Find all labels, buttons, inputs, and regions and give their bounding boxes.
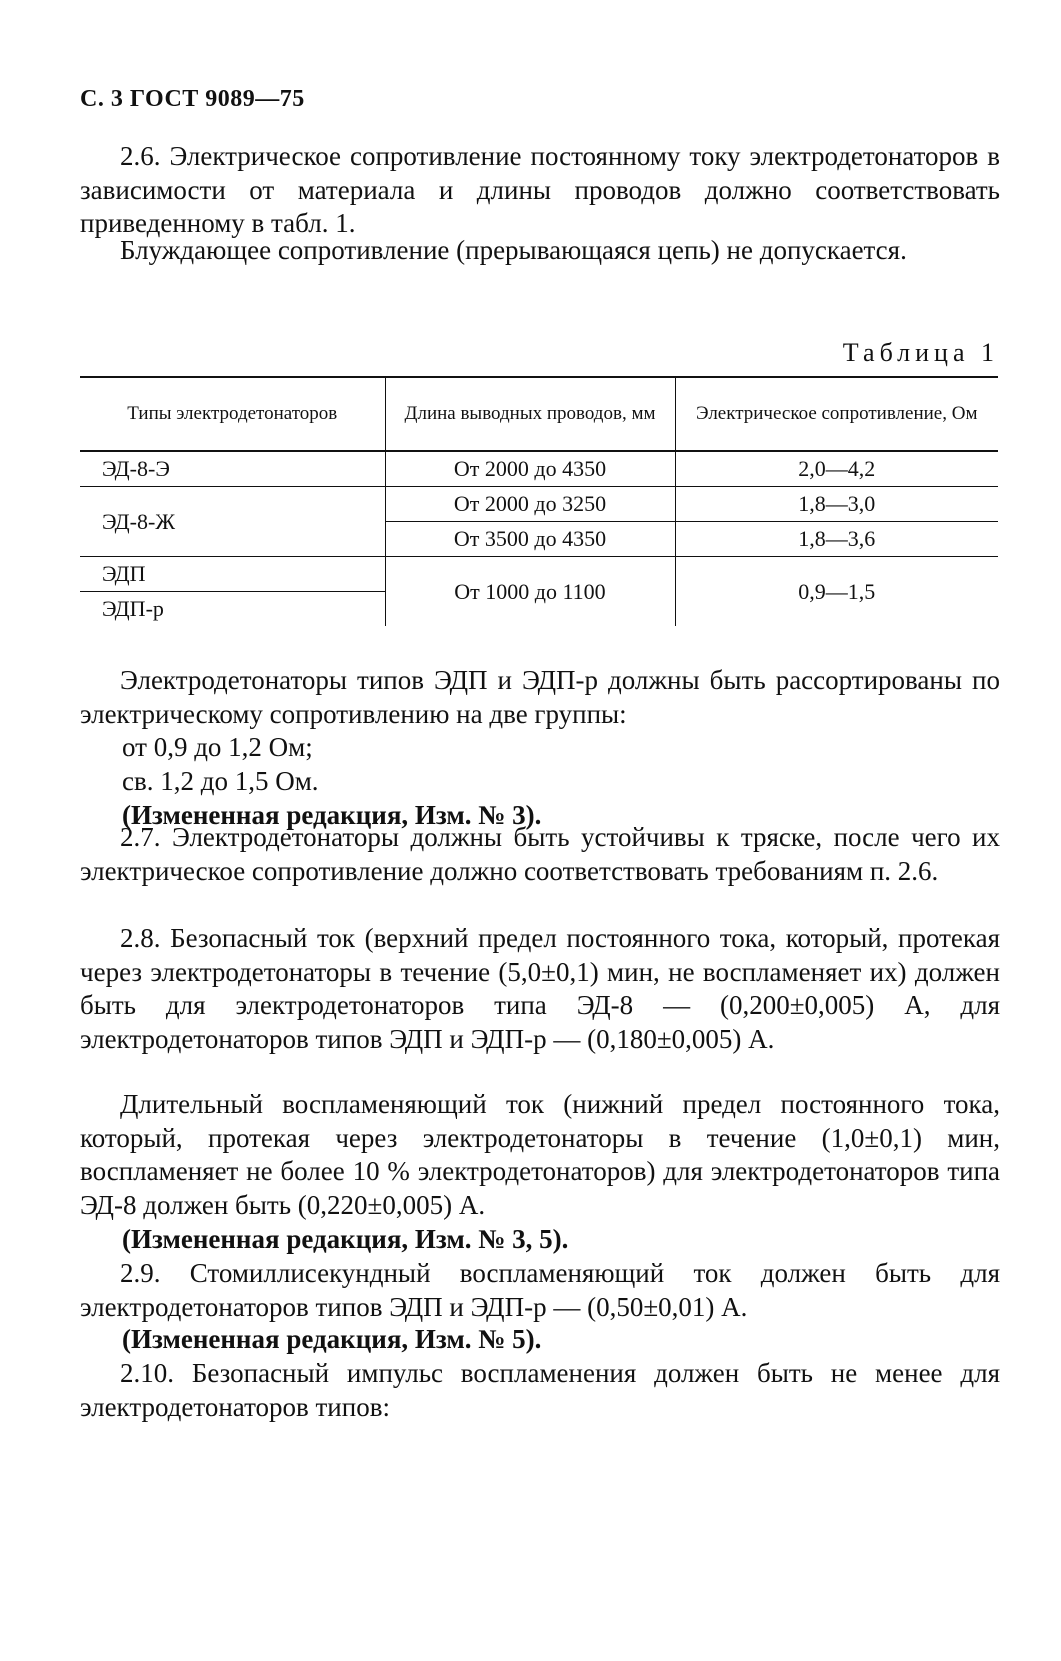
table-caption: Таблица 1 [842, 338, 999, 367]
header-resistance: Электрическое сопротивление, Ом [675, 377, 998, 451]
table-row [80, 557, 998, 592]
cell-type: ЭД-8-Э [80, 451, 385, 487]
cell-resistance: 1,8—3,0 [675, 487, 998, 522]
cell-length: От 1000 до 1100 [385, 557, 675, 627]
group-2: св. 1,2 до 1,5 Ом. [122, 766, 319, 796]
paragraph-2-9: 2.9. Стомиллисекундный воспламеняющий ток должен быть для электродетонаторов типов ЭДП и ЭДП-р — (0,50±0,01) А. [80, 1258, 1000, 1322]
cell-resistance: 2,0—4,2 [675, 451, 998, 487]
cell-type: ЭД-8-Ж [80, 487, 385, 557]
paragraph-2-6: 2.6. Электрическое сопротивление постоянному току электродетонаторов в зависимости от материала и длины проводов должно соответствовать приведенному в табл. 1. [80, 141, 1000, 238]
header-length: Длина выводных проводов, мм [385, 377, 675, 451]
table-row [80, 487, 998, 522]
table-row [80, 451, 998, 487]
amendment-3: (Измененная редакция, Изм. № 3). [122, 800, 542, 830]
paragraph-2-7: 2.7. Электродетонаторы должны быть устойчивы к тряске, после чего их электрическое сопротивление должно соответствовать требованиям п. 2.6. [80, 822, 1000, 886]
resistance-table [80, 376, 998, 626]
paragraph-2-8: 2.8. Безопасный ток (верхний предел постоянного тока, который, протекая через электродетонаторы в течение (5,0±0,1) мин, не воспламеняет их) должен быть для электродетонаторов типа ЭД-8 — (0,200±0,005) А, для электродетонаторов типов ЭДП и ЭДП-р — (0,180±0,005) А. [80, 923, 1000, 1054]
table-header-row [80, 377, 998, 451]
group-1: от 0,9 до 1,2 Ом; [122, 732, 313, 762]
cell-type: ЭДП-р [80, 592, 385, 627]
cell-length: От 2000 до 4350 [385, 451, 675, 487]
paragraph-sorting: Электродетонаторы типов ЭДП и ЭДП-р должны быть рассортированы по электрическому сопротивлению на две группы: [80, 665, 1000, 729]
paragraph-stray-resistance: Блуждающее сопротивление (прерывающаяся цепь) не допускается. [120, 235, 907, 265]
amendment-5: (Измененная редакция, Изм. № 5). [122, 1324, 542, 1354]
cell-resistance: 0,9—1,5 [675, 557, 998, 627]
cell-length: От 2000 до 3250 [385, 487, 675, 522]
paragraph-ignition-current: Длительный воспламеняющий ток (нижний предел постоянного тока, который, протекая через электродетонаторы в течение (1,0±0,1) мин, воспламеняет не более 10 % электродетонаторов) для электродетонаторов типа ЭД-8 должен быть (0,220±0,005) А. [80, 1089, 1000, 1220]
amendment-3-5: (Измененная редакция, Изм. № 3, 5). [122, 1224, 569, 1254]
cell-resistance: 1,8—3,6 [675, 522, 998, 557]
header-type: Типы электродетонаторов [80, 377, 385, 451]
page-header: С. 3 ГОСТ 9089—75 [80, 86, 305, 112]
cell-type: ЭДП [80, 557, 385, 592]
paragraph-2-10: 2.10. Безопасный импульс воспламенения должен быть не менее для электродетонаторов типов: [80, 1358, 1000, 1422]
cell-length: От 3500 до 4350 [385, 522, 675, 557]
